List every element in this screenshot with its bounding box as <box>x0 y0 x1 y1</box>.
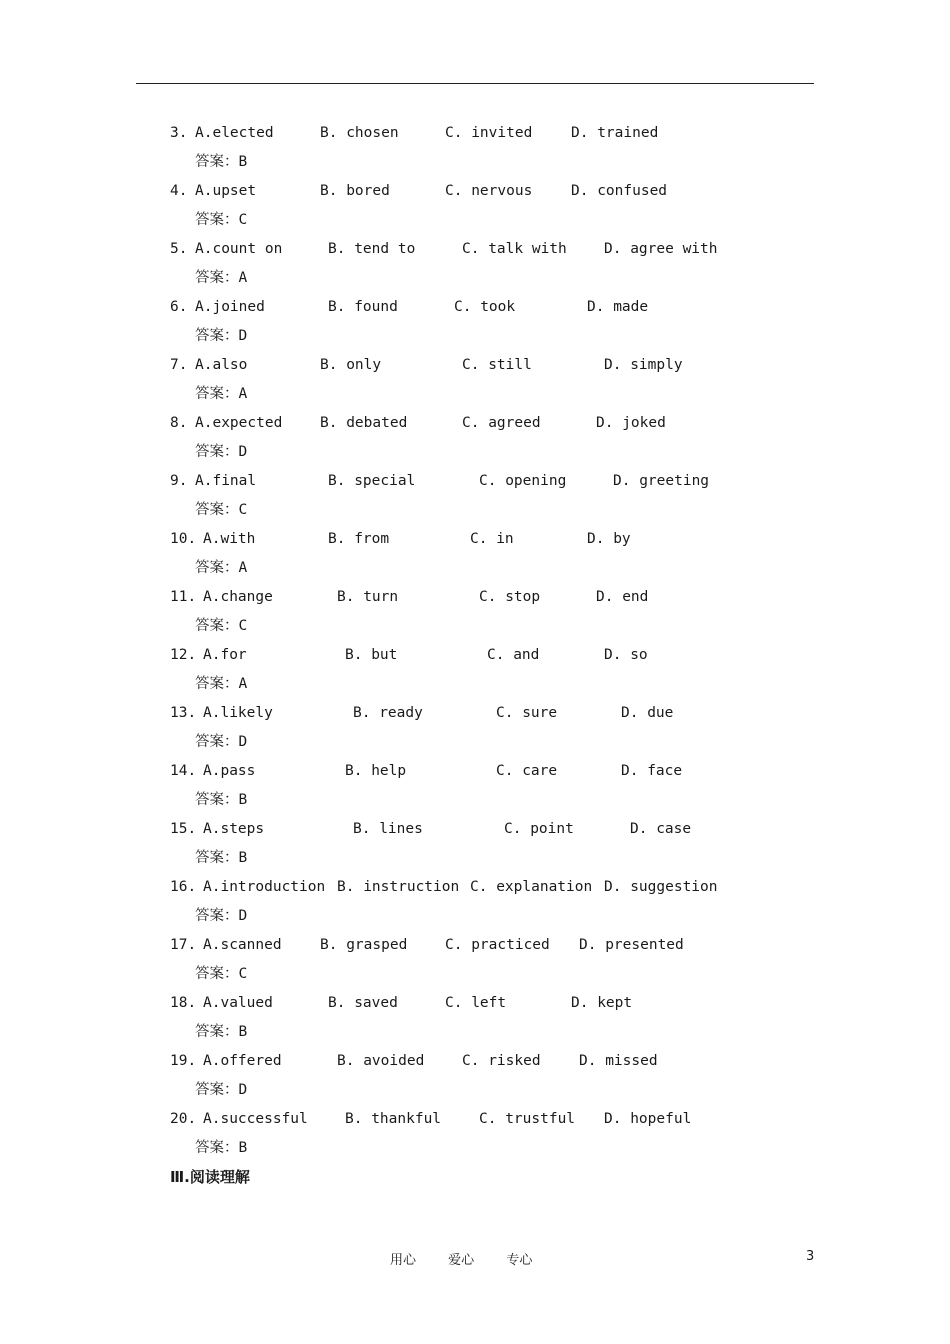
question-number: 15. <box>170 821 197 837</box>
option-a: A.for <box>203 647 247 663</box>
question-number: 8. <box>170 415 188 431</box>
footer-item: 爱心 <box>448 1253 475 1268</box>
option-c: C. invited <box>445 125 533 141</box>
option-d: D. presented <box>579 937 684 953</box>
question-number: 12. <box>170 647 197 663</box>
question-row <box>170 296 810 325</box>
question-row <box>170 702 810 731</box>
option-b: B. thankful <box>345 1111 442 1127</box>
header-rule <box>136 83 814 84</box>
option-d: D. kept <box>571 995 633 1011</box>
option-d: D. case <box>630 821 692 837</box>
question-number: 16. <box>170 879 197 895</box>
option-b: B. grasped <box>320 937 408 953</box>
option-c: C. point <box>504 821 574 837</box>
option-c: C. stop <box>479 589 541 605</box>
page-footer <box>0 1249 950 1269</box>
question-row <box>170 470 810 499</box>
option-c: C. left <box>445 995 507 1011</box>
question-number: 14. <box>170 763 197 779</box>
section-heading: Ⅲ.阅读理解 <box>170 1168 250 1186</box>
question-number: 3. <box>170 125 188 141</box>
option-c: C. opening <box>479 473 567 489</box>
question-number: 19. <box>170 1053 197 1069</box>
answer-line: 答案：B <box>195 792 248 808</box>
option-d: D. joked <box>596 415 666 431</box>
option-d: D. greeting <box>613 473 710 489</box>
option-b: B. help <box>345 763 407 779</box>
option-c: C. talk with <box>462 241 567 257</box>
answer-line: 答案：B <box>195 1140 248 1156</box>
option-a: A.scanned <box>203 937 282 953</box>
option-c: C. care <box>496 763 558 779</box>
question-number: 20. <box>170 1111 197 1127</box>
option-d: D. by <box>587 531 631 547</box>
option-c: C. explanation <box>470 879 593 895</box>
option-b: B. only <box>320 357 382 373</box>
option-c: C. in <box>470 531 514 547</box>
answer-line: 答案：C <box>195 966 248 982</box>
question-row <box>170 1050 810 1079</box>
option-d: D. trained <box>571 125 659 141</box>
option-d: D. agree with <box>604 241 718 257</box>
option-c: C. took <box>454 299 516 315</box>
question-row <box>170 122 810 151</box>
answer-line: 答案：D <box>195 734 248 750</box>
option-d: D. missed <box>579 1053 658 1069</box>
question-row <box>170 528 810 557</box>
answer-line: 答案：B <box>195 1024 248 1040</box>
option-b: B. chosen <box>320 125 399 141</box>
option-b: B. turn <box>337 589 399 605</box>
option-c: C. risked <box>462 1053 541 1069</box>
question-row <box>170 760 810 789</box>
option-d: D. suggestion <box>604 879 718 895</box>
answer-line: 答案：D <box>195 444 248 460</box>
option-d: D. hopeful <box>604 1111 692 1127</box>
option-d: D. end <box>596 589 649 605</box>
option-a: A.joined <box>195 299 265 315</box>
option-c: C. sure <box>496 705 558 721</box>
question-number: 5. <box>170 241 188 257</box>
option-b: B. avoided <box>337 1053 425 1069</box>
option-a: A.steps <box>203 821 265 837</box>
option-a: A.count on <box>195 241 283 257</box>
option-b: B. special <box>328 473 416 489</box>
answer-line: 答案：B <box>195 154 248 170</box>
option-d: D. so <box>604 647 648 663</box>
question-row <box>170 354 810 383</box>
option-a: A.offered <box>203 1053 282 1069</box>
option-d: D. due <box>621 705 674 721</box>
question-row <box>170 644 810 673</box>
option-b: B. saved <box>328 995 398 1011</box>
option-a: A.elected <box>195 125 274 141</box>
answer-line: 答案：A <box>195 676 248 692</box>
option-c: C. still <box>462 357 532 373</box>
option-a: A.with <box>203 531 256 547</box>
option-c: C. trustful <box>479 1111 576 1127</box>
question-number: 7. <box>170 357 188 373</box>
answer-line: 答案：C <box>195 212 248 228</box>
option-a: A.likely <box>203 705 273 721</box>
question-list <box>170 122 810 1195</box>
option-c: C. and <box>487 647 540 663</box>
option-b: B. tend to <box>328 241 416 257</box>
option-d: D. simply <box>604 357 683 373</box>
option-b: B. debated <box>320 415 408 431</box>
answer-line: 答案：D <box>195 908 248 924</box>
option-a: A.valued <box>203 995 273 1011</box>
option-d: D. made <box>587 299 649 315</box>
answer-line: 答案：A <box>195 560 248 576</box>
option-a: A.change <box>203 589 273 605</box>
question-number: 17. <box>170 937 197 953</box>
question-number: 18. <box>170 995 197 1011</box>
answer-line: 答案：D <box>195 328 248 344</box>
option-b: B. found <box>328 299 398 315</box>
option-d: D. face <box>621 763 683 779</box>
question-number: 9. <box>170 473 188 489</box>
question-row <box>170 1108 810 1137</box>
option-b: B. lines <box>353 821 423 837</box>
question-number: 6. <box>170 299 188 315</box>
question-number: 11. <box>170 589 197 605</box>
answer-line: 答案：C <box>195 502 248 518</box>
option-b: B. bored <box>320 183 390 199</box>
option-b: B. from <box>328 531 390 547</box>
question-row <box>170 586 810 615</box>
option-b: B. ready <box>353 705 423 721</box>
option-a: A.upset <box>195 183 257 199</box>
footer-item: 专心 <box>506 1253 533 1268</box>
option-a: A.final <box>195 473 257 489</box>
option-a: A.also <box>195 357 248 373</box>
answer-line: 答案：C <box>195 618 248 634</box>
question-row <box>170 876 810 905</box>
option-c: C. nervous <box>445 183 533 199</box>
option-c: C. agreed <box>462 415 541 431</box>
answer-line: 答案：A <box>195 386 248 402</box>
option-a: A.expected <box>195 415 283 431</box>
option-a: A.introduction <box>203 879 326 895</box>
option-c: C. practiced <box>445 937 550 953</box>
option-b: B. but <box>345 647 398 663</box>
question-row <box>170 180 810 209</box>
question-row <box>170 238 810 267</box>
page-number: 3 <box>806 1249 815 1264</box>
answer-line: 答案：D <box>195 1082 248 1098</box>
question-row <box>170 992 810 1021</box>
answer-line: 答案：B <box>195 850 248 866</box>
answer-line: 答案：A <box>195 270 248 286</box>
question-number: 10. <box>170 531 197 547</box>
option-b: B. instruction <box>337 879 460 895</box>
question-row <box>170 934 810 963</box>
footer-item: 用心 <box>390 1253 417 1268</box>
question-row <box>170 412 810 441</box>
question-row <box>170 818 810 847</box>
option-a: A.successful <box>203 1111 308 1127</box>
footer-motto <box>390 1249 560 1268</box>
question-number: 13. <box>170 705 197 721</box>
option-d: D. confused <box>571 183 668 199</box>
question-number: 4. <box>170 183 188 199</box>
option-a: A.pass <box>203 763 256 779</box>
